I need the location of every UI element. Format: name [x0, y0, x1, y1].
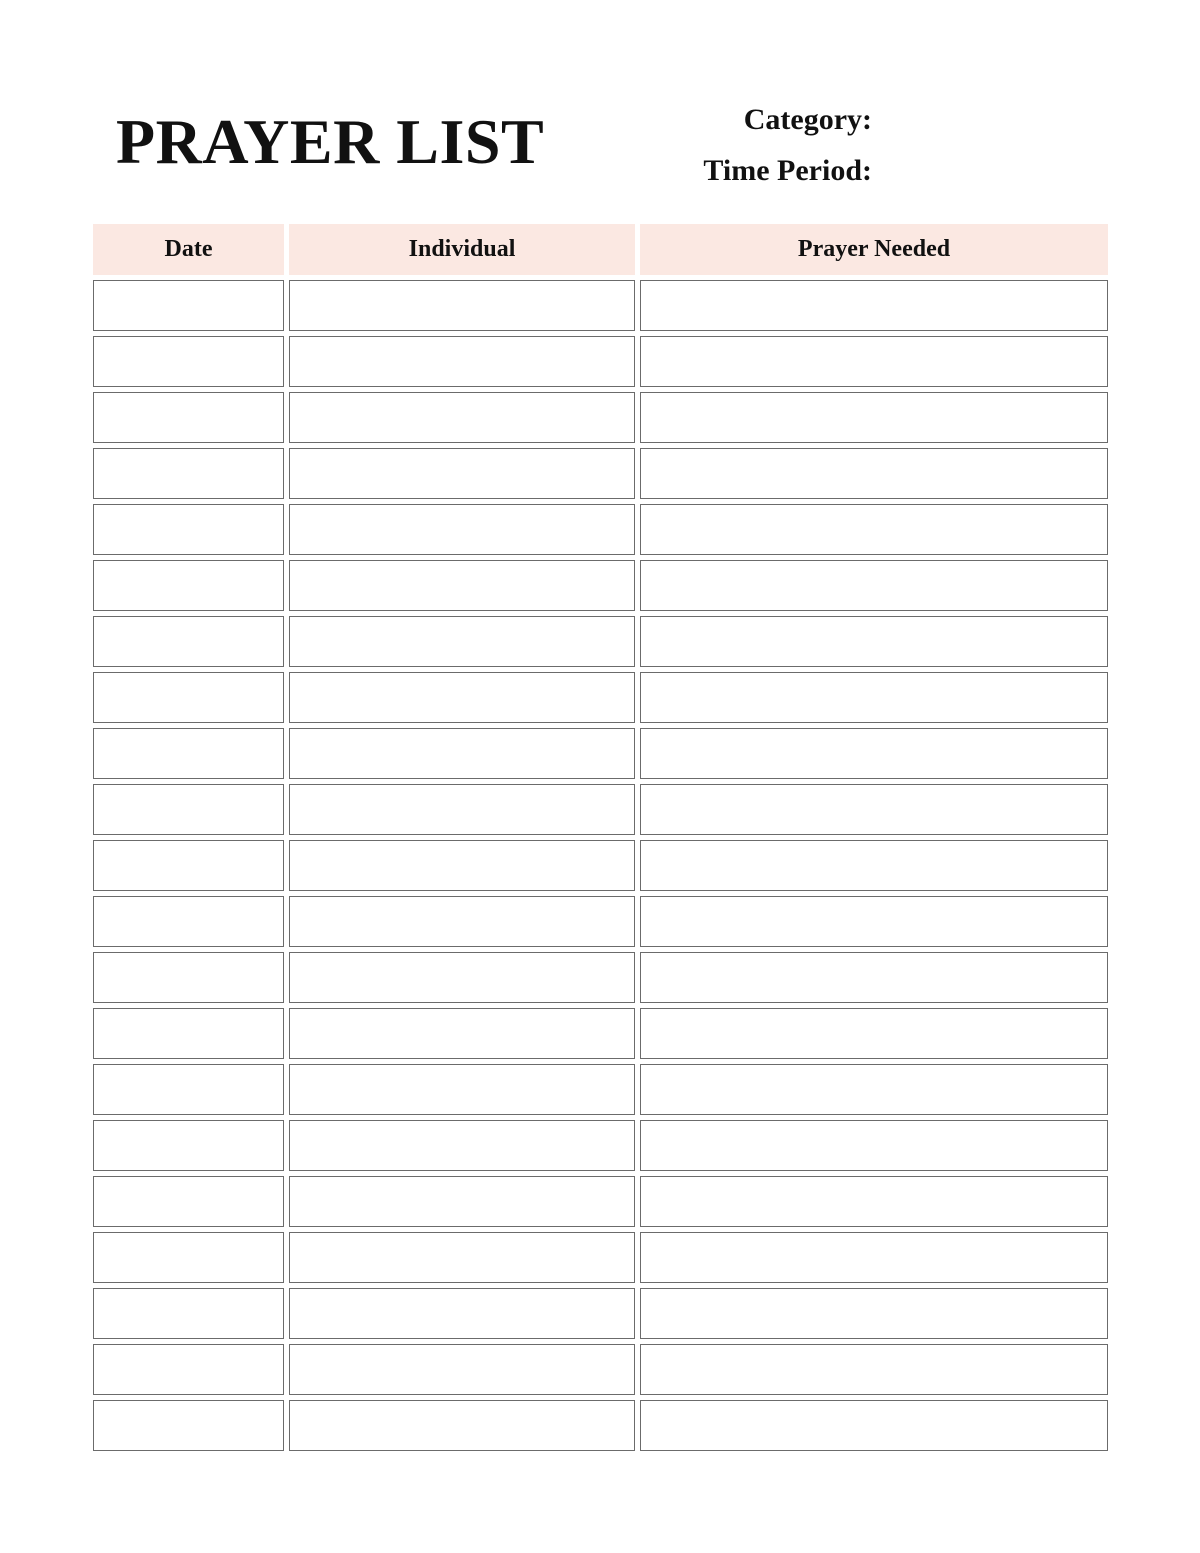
- column-header-individual: Individual: [289, 224, 635, 275]
- prayer-needed-cell[interactable]: [640, 280, 1108, 331]
- date-cell[interactable]: [93, 1120, 284, 1171]
- time-period-label: Time Period:: [703, 154, 872, 187]
- individual-cell[interactable]: [289, 1176, 635, 1227]
- date-cell[interactable]: [93, 336, 284, 387]
- prayer-needed-cell[interactable]: [640, 840, 1108, 891]
- individual-cell[interactable]: [289, 728, 635, 779]
- individual-cell[interactable]: [289, 1344, 635, 1395]
- date-cell[interactable]: [93, 952, 284, 1003]
- prayer-needed-cell[interactable]: [640, 672, 1108, 723]
- prayer-needed-cell[interactable]: [640, 1400, 1108, 1451]
- date-cell[interactable]: [93, 896, 284, 947]
- date-cell[interactable]: [93, 672, 284, 723]
- individual-cell[interactable]: [289, 952, 635, 1003]
- individual-cell[interactable]: [289, 1120, 635, 1171]
- individual-cell[interactable]: [289, 392, 635, 443]
- date-cell[interactable]: [93, 1400, 284, 1451]
- prayer-needed-cell[interactable]: [640, 616, 1108, 667]
- date-cell[interactable]: [93, 1064, 284, 1115]
- date-cell[interactable]: [93, 1288, 284, 1339]
- date-cell[interactable]: [93, 840, 284, 891]
- prayer-needed-cell[interactable]: [640, 1120, 1108, 1171]
- date-cell[interactable]: [93, 1232, 284, 1283]
- date-cell[interactable]: [93, 392, 284, 443]
- individual-cell[interactable]: [289, 560, 635, 611]
- prayer-needed-cell[interactable]: [640, 1008, 1108, 1059]
- category-label: Category:: [743, 103, 872, 136]
- prayer-needed-cell[interactable]: [640, 1064, 1108, 1115]
- date-cell[interactable]: [93, 616, 284, 667]
- prayer-needed-cell[interactable]: [640, 728, 1108, 779]
- individual-cell[interactable]: [289, 840, 635, 891]
- date-cell[interactable]: [93, 448, 284, 499]
- prayer-needed-cell[interactable]: [640, 1232, 1108, 1283]
- prayer-needed-cell[interactable]: [640, 1288, 1108, 1339]
- prayer-needed-cell[interactable]: [640, 336, 1108, 387]
- date-cell[interactable]: [93, 504, 284, 555]
- individual-cell[interactable]: [289, 672, 635, 723]
- prayer-needed-cell[interactable]: [640, 896, 1108, 947]
- prayer-needed-cell[interactable]: [640, 952, 1108, 1003]
- individual-cell[interactable]: [289, 1400, 635, 1451]
- date-cell[interactable]: [93, 728, 284, 779]
- individual-cell[interactable]: [289, 448, 635, 499]
- individual-cell[interactable]: [289, 1232, 635, 1283]
- prayer-needed-cell[interactable]: [640, 560, 1108, 611]
- date-cell[interactable]: [93, 280, 284, 331]
- prayer-needed-cell[interactable]: [640, 1344, 1108, 1395]
- prayer-needed-cell[interactable]: [640, 448, 1108, 499]
- column-header-prayer-needed: Prayer Needed: [640, 224, 1108, 275]
- individual-cell[interactable]: [289, 896, 635, 947]
- individual-cell[interactable]: [289, 504, 635, 555]
- individual-cell[interactable]: [289, 336, 635, 387]
- individual-cell[interactable]: [289, 280, 635, 331]
- individual-cell[interactable]: [289, 1288, 635, 1339]
- individual-cell[interactable]: [289, 1008, 635, 1059]
- page-title: PRAYER LIST: [116, 106, 545, 177]
- date-cell[interactable]: [93, 1176, 284, 1227]
- date-cell[interactable]: [93, 1008, 284, 1059]
- prayer-table: [93, 224, 1108, 1451]
- prayer-needed-cell[interactable]: [640, 1176, 1108, 1227]
- individual-cell[interactable]: [289, 1064, 635, 1115]
- date-cell[interactable]: [93, 784, 284, 835]
- date-cell[interactable]: [93, 560, 284, 611]
- individual-cell[interactable]: [289, 616, 635, 667]
- prayer-needed-cell[interactable]: [640, 784, 1108, 835]
- prayer-needed-cell[interactable]: [640, 504, 1108, 555]
- prayer-needed-cell[interactable]: [640, 392, 1108, 443]
- individual-cell[interactable]: [289, 784, 635, 835]
- date-cell[interactable]: [93, 1344, 284, 1395]
- column-header-date: Date: [93, 224, 284, 275]
